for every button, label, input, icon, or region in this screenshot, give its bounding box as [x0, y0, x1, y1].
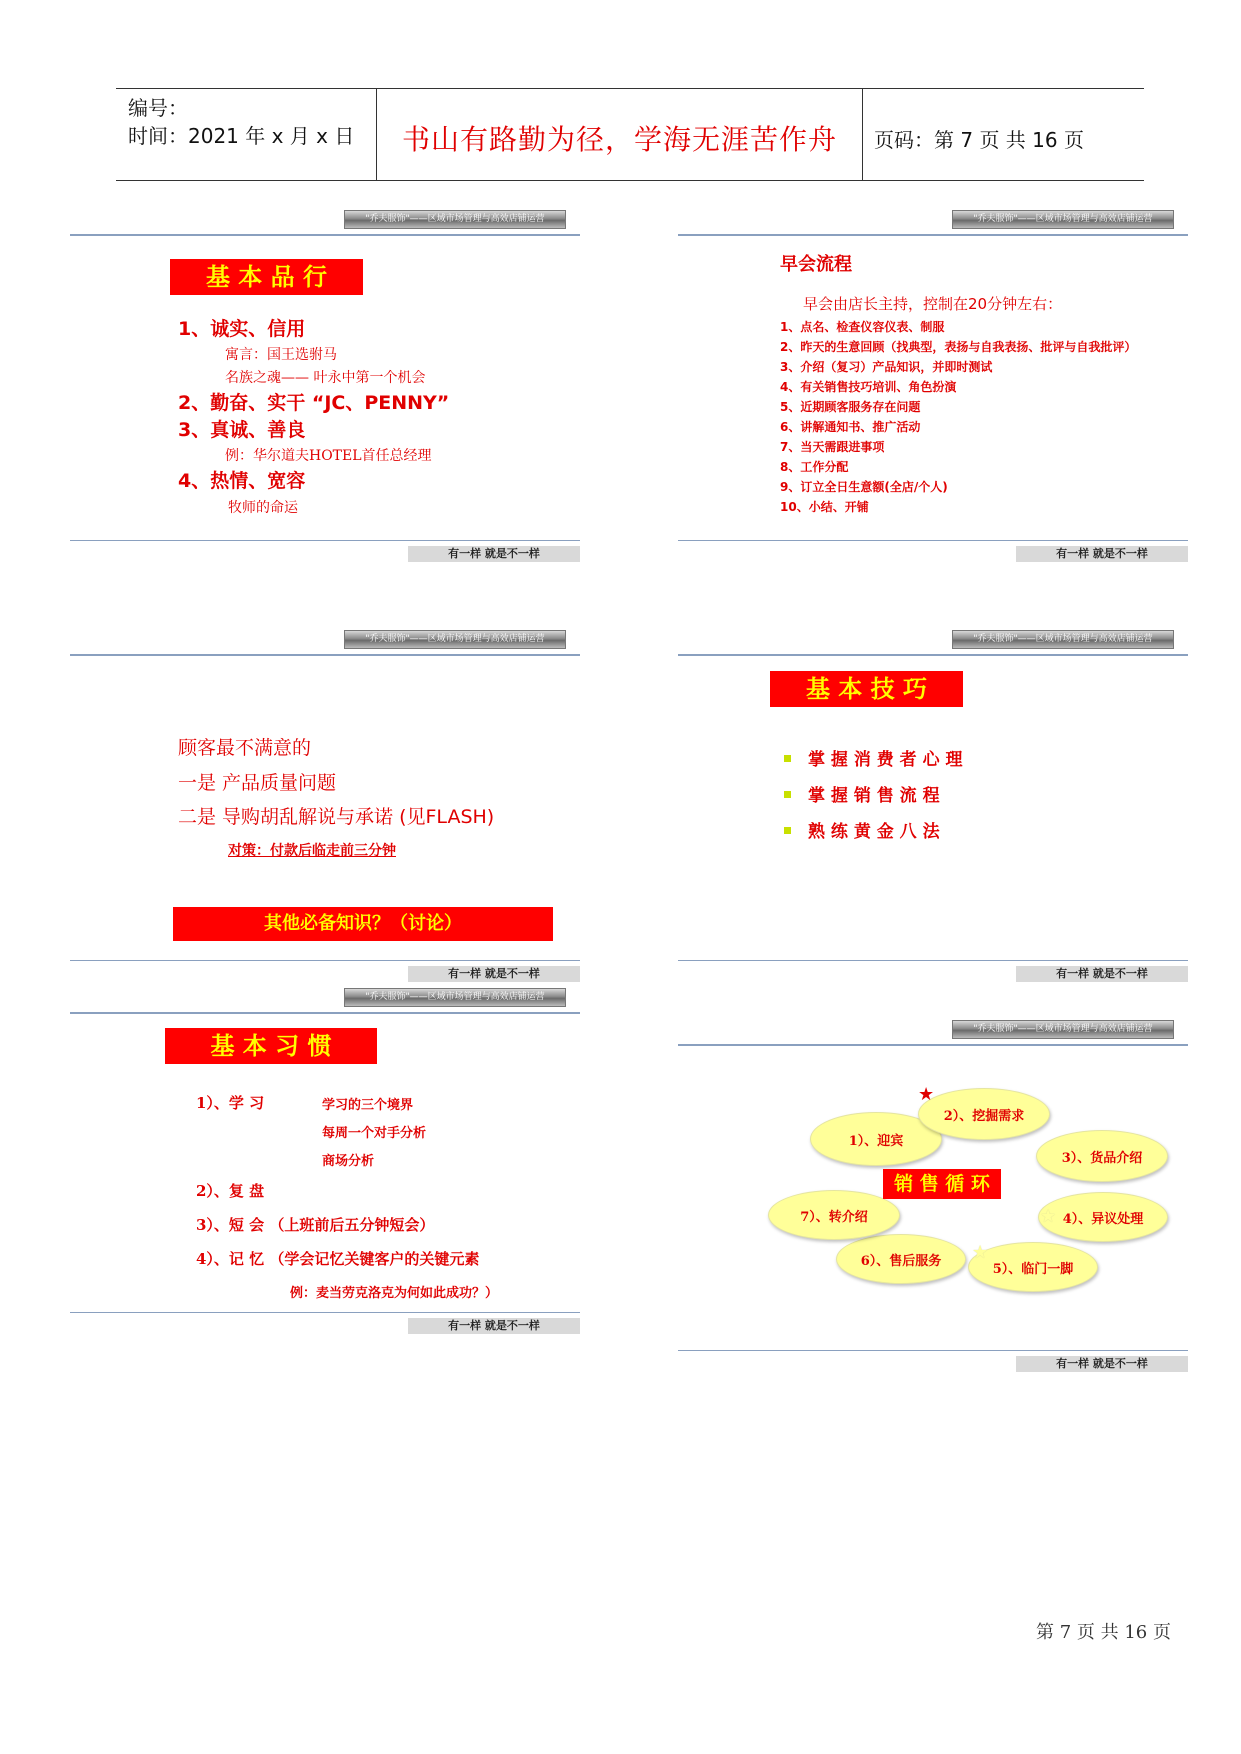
slide-bottom-rule [70, 540, 580, 541]
star-icon: ★ [1040, 1206, 1057, 1227]
time-label: 时间：2021 年 x 月 x 日 [128, 124, 355, 148]
slide-customer-dissatisfaction [70, 630, 590, 980]
item-enthusiasm: 4、热情、宽容 [178, 470, 306, 492]
slide-top-rule [678, 654, 1188, 656]
habit-short-meeting: 3）、短 会 （上班前后五分钟短会） [196, 1216, 435, 1234]
cycle-step-product-intro: 3）、货品介绍 [1036, 1130, 1168, 1182]
slide-top-rule [678, 1044, 1188, 1046]
step-item: 9、订立全日生意额(全店/个人) [780, 480, 948, 494]
cycle-step-after-sales: 6）、售后服务 [836, 1234, 966, 1284]
slide-bottom-rule [70, 1312, 580, 1313]
slide-footer-banner: 有一样 就是不一样 [408, 966, 580, 982]
step-item: 2、昨天的生意回顾（找典型，表扬与自我表扬、批评与自我批评） [780, 340, 1137, 354]
cycle-step-welcome: 1）、迎宾 [810, 1112, 942, 1166]
slide-top-rule [70, 654, 580, 656]
slide-bottom-rule [678, 540, 1188, 541]
slide-top-rule [678, 234, 1188, 236]
reason-sales-talk: 二是 导购胡乱解说与承诺 (见FLASH) [178, 806, 495, 828]
item-diligence: 2、勤奋、实干 “JC、PENNY” [178, 392, 450, 414]
step-item: 6、讲解通知书、推广活动 [780, 420, 921, 434]
slide-footer-banner: 有一样 就是不一样 [408, 546, 580, 562]
countermeasure: 对策：付款后临走前三分钟 [228, 843, 396, 859]
slide-top-banner: "乔夫服饰"——区域市场管理与高效店铺运营 [952, 1020, 1174, 1039]
cycle-center-label: 销 售 循 环 [883, 1169, 1001, 1199]
slide-top-banner: "乔夫服饰"——区域市场管理与高效店铺运营 [344, 988, 566, 1007]
header-divider-left [376, 88, 377, 181]
header-top-rule [116, 88, 1144, 89]
cycle-step-referral: 7）、转介绍 [768, 1190, 900, 1240]
dissatisfaction-heading: 顾客最不满意的 [178, 737, 312, 759]
step-item: 5、近期顾客服务存在问题 [780, 400, 921, 414]
slide-footer-banner: 有一样 就是不一样 [1016, 966, 1188, 982]
reason-quality: 一是 产品质量问题 [178, 772, 337, 794]
slide-title: 早会流程 [780, 254, 852, 275]
star-icon: ★ [972, 1242, 989, 1263]
slide-footer-banner: 有一样 就是不一样 [1016, 1356, 1188, 1372]
slide-title: 基 本 技 巧 [770, 671, 963, 707]
slide-basic-skills [678, 630, 1198, 980]
habit-learning-sub: 商场分析 [322, 1154, 375, 1169]
habit-review: 2）、复 盘 [196, 1182, 265, 1200]
item-priest: 牧师的命运 [228, 500, 298, 516]
habit-memory: 4）、记 忆 （学会记忆关键客户的关键元素 [196, 1250, 480, 1268]
habit-memory-example: 例：麦当劳克洛克为何如此成功？） [290, 1286, 499, 1301]
motto: 书山有路勤为径，学海无涯苦作舟 [402, 123, 838, 156]
skill-item: 掌 握 销 售 流 程 [808, 786, 940, 806]
slide-top-rule [70, 234, 580, 236]
bullet-square-icon [784, 827, 791, 834]
skill-item: 熟 练 黄 金 八 法 [808, 822, 940, 842]
item-honesty: 1、诚实、信用 [178, 318, 306, 340]
slide-title: 基 本 品 行 [170, 259, 363, 295]
step-item: 4、有关销售技巧培训、角色扮演 [780, 380, 957, 394]
step-item: 7、当天需跟进事项 [780, 440, 885, 454]
slide-morning-meeting [678, 210, 1198, 560]
intro-text: 早会由店长主持，控制在20分钟左右： [803, 295, 1063, 313]
discussion-box: 其他必备知识？（讨论） [173, 907, 553, 941]
number-label: 编号： [128, 96, 188, 120]
step-item: 10、小结、开铺 [780, 500, 869, 514]
slide-top-banner: "乔夫服饰"——区域市场管理与高效店铺运营 [344, 630, 566, 649]
slide-top-rule [70, 1012, 580, 1014]
slide-sales-cycle [678, 1020, 1198, 1380]
bullet-square-icon [784, 791, 791, 798]
cycle-step-objection: 4）、异议处理 [1038, 1192, 1168, 1242]
item-soul: 名族之魂—— 叶永中第一个机会 [225, 370, 426, 386]
slide-top-banner: "乔夫服饰"——区域市场管理与高效店铺运营 [952, 630, 1174, 649]
habit-learning-sub: 每周一个对手分析 [322, 1126, 427, 1141]
page-label: 页码：第 7 页 共 16 页 [874, 128, 1084, 152]
slide-bottom-rule [678, 960, 1188, 961]
slide-title: 基 本 习 惯 [165, 1028, 377, 1064]
slide-footer-banner: 有一样 就是不一样 [1016, 546, 1188, 562]
header-bottom-rule [116, 180, 1144, 181]
habit-learning: 1）、学 习 [196, 1094, 265, 1112]
habit-learning-sub: 学习的三个境界 [322, 1098, 414, 1113]
slide-footer-banner: 有一样 就是不一样 [408, 1318, 580, 1334]
step-item: 3、介绍（复习）产品知识，并即时测试 [780, 360, 993, 374]
item-example-hotel: 例：华尔道夫HOTEL首任总经理 [225, 448, 432, 464]
star-icon: ★ [918, 1084, 935, 1105]
item-fable: 寓言：国王选驸马 [225, 347, 337, 363]
cycle-step-needs: 2）、挖掘需求 [918, 1088, 1050, 1140]
slide-top-banner: "乔夫服饰"——区域市场管理与高效店铺运营 [952, 210, 1174, 229]
step-item: 8、工作分配 [780, 460, 849, 474]
bullet-square-icon [784, 755, 791, 762]
step-item: 1、点名、检查仪容仪表、制服 [780, 320, 945, 334]
header-divider-right [862, 88, 863, 181]
item-sincerity: 3、真诚、善良 [178, 419, 306, 441]
slide-basic-conduct [70, 210, 590, 560]
cycle-step-closing: 5）、临门一脚 [968, 1242, 1098, 1292]
slide-top-banner: "乔夫服饰"——区域市场管理与高效店铺运营 [344, 210, 566, 229]
slide-bottom-rule [70, 960, 580, 961]
slide-basic-habits [70, 988, 590, 1332]
page-footer: 第 7 页 共 16 页 [1036, 1622, 1171, 1643]
skill-item: 掌 握 消 费 者 心 理 [808, 750, 963, 770]
slide-bottom-rule [678, 1350, 1188, 1351]
